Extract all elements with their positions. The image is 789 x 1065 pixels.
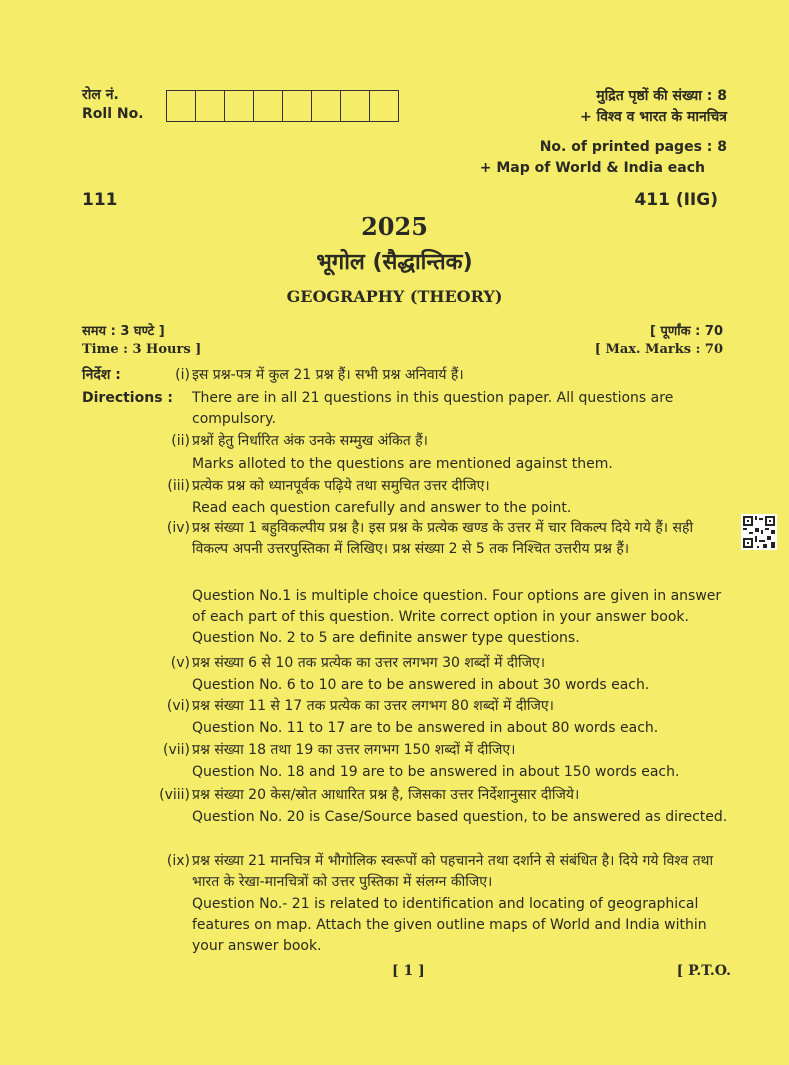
pages-count-en: No. of printed pages : 8 [539, 139, 727, 155]
direction-text-hi: प्रश्न संख्या 6 से 10 तक प्रत्येक का उत्तर लगभग 30 शब्दों में दीजिए। [192, 655, 546, 671]
roll-number-boxes[interactable] [166, 90, 399, 122]
direction-text-hi: इस प्रश्न-पत्र में कुल 21 प्रश्न हैं। सभी प्रश्न अनिवार्य हैं। [192, 367, 464, 383]
map-note-en: + Map of World & India each [479, 160, 705, 176]
roll-label-hi: रोल नं. [82, 87, 119, 103]
roll-label [82, 86, 144, 124]
direction-number: (viii) [159, 787, 190, 803]
direction-text-en: Marks alloted to the questions are mentioned against them. [192, 456, 613, 472]
roll-digit-box[interactable] [370, 91, 398, 121]
direction-number: (ix) [166, 853, 190, 869]
max-marks-hi: [ पूर्णांक : 70 [650, 324, 723, 339]
direction-number: (iv) [166, 520, 190, 536]
direction-text-en: Question No. 6 to 10 are to be answered in about 30 words each. [192, 677, 650, 693]
subject-title-en: GEOGRAPHY (THEORY) [286, 287, 503, 306]
roll-digit-box[interactable] [254, 91, 283, 121]
exam-year: 2025 [361, 212, 428, 241]
roll-digit-box[interactable] [312, 91, 341, 121]
direction-number: (vi) [166, 698, 190, 714]
direction-number: (ii) [171, 433, 190, 449]
direction-text-en: Question No.1 is multiple choice question. Four options are given in answer of each part of this question. Write correct option in your answer book. Question No. 2 to 5 are definite answer type questions. [192, 588, 722, 646]
direction-text-en: Question No. 18 and 19 are to be answered in about 150 words each. [192, 764, 680, 780]
direction-number: (vii) [163, 742, 190, 758]
direction-text-hi: प्रश्न संख्या 11 से 17 तक प्रत्येक का उत्तर लगभग 80 शब्दों में दीजिए। [192, 698, 554, 714]
direction-number: (iii) [167, 478, 190, 494]
paper-code-left: 111 [82, 190, 118, 210]
time-en: Time : 3 Hours ] [82, 342, 202, 357]
directions-label-en: Directions : [82, 390, 173, 406]
time-hi: समय : 3 घण्टे ] [82, 324, 165, 339]
direction-text-en: Question No.- 21 is related to identification and locating of geographical features on map. Attach the given outline maps of World and India within your answer book. [192, 896, 707, 954]
direction-text-en: Question No. 11 to 17 are to be answered in about 80 words each. [192, 720, 659, 736]
direction-text-hi: प्रश्न संख्या 20 केस/स्रोत आधारित प्रश्न है, जिसका उत्तर निर्देशानुसार दीजिये। [192, 787, 580, 803]
direction-text-hi: प्रत्येक प्रश्न को ध्यानपूर्वक पढ़िये तथा समुचित उत्तर दीजिए। [192, 478, 490, 494]
direction-text-hi: प्रश्न संख्या 1 बहुविकल्पीय प्रश्न है। इस प्रश्न के प्रत्येक खण्ड के उत्तर में चार विकल्प दिये गये हैं। सही विकल्प अपनी उत्तरपुस्तिका में लिखिए। प्रश्न संख्या 2 से 5 तक निश्चित उत्तरीय प्रश्न हैं। [192, 520, 694, 557]
direction-text-en: Read each question carefully and answer to the point. [192, 500, 572, 516]
roll-digit-box[interactable] [225, 91, 254, 121]
roll-digit-box[interactable] [341, 91, 370, 121]
direction-text-hi: प्रश्न संख्या 18 तथा 19 का उत्तर लगभग 150 शब्दों में दीजिए। [192, 742, 516, 758]
roll-digit-box[interactable] [196, 91, 225, 121]
roll-digit-box[interactable] [167, 91, 196, 121]
roll-digit-box[interactable] [283, 91, 312, 121]
pto-label: [ P.T.O. [676, 963, 731, 979]
roll-label-en: Roll No. [82, 106, 144, 122]
max-marks-en: [ Max. Marks : 70 [594, 342, 723, 357]
subject-title-hi: भूगोल (सैद्धान्तिक) [316, 250, 473, 275]
pages-count-hi: मुद्रित पृष्ठों की संख्या : 8 [596, 88, 727, 104]
direction-text-hi: प्रश्नों हेतु निर्धारित अंक उनके सम्मुख अंकित हैं। [192, 433, 428, 449]
direction-text-en: Question No. 20 is Case/Source based question, to be answered as directed. [192, 809, 728, 825]
direction-text-hi: प्रश्न संख्या 21 मानचित्र में भौगोलिक स्वरूपों को पहचानने तथा दर्शाने से संबंधित है। दिये गये विश्व तथा भारत के रेखा-मानचित्रों को उत्तर पुस्तिका में संलग्न कीजिए। [192, 853, 714, 890]
direction-number: (v) [170, 655, 190, 671]
direction-text-en: There are in all 21 questions in this question paper. All questions are compulsory. [192, 390, 674, 427]
directions-label-hi: निर्देश : [82, 367, 121, 383]
direction-number: (i) [175, 367, 190, 383]
qr-code-icon [741, 514, 777, 550]
paper-code-right: 411 (IIG) [634, 190, 718, 210]
map-note-hi: + विश्व व भारत के मानचित्र [580, 109, 727, 125]
page-number: [ 1 ] [392, 963, 425, 979]
